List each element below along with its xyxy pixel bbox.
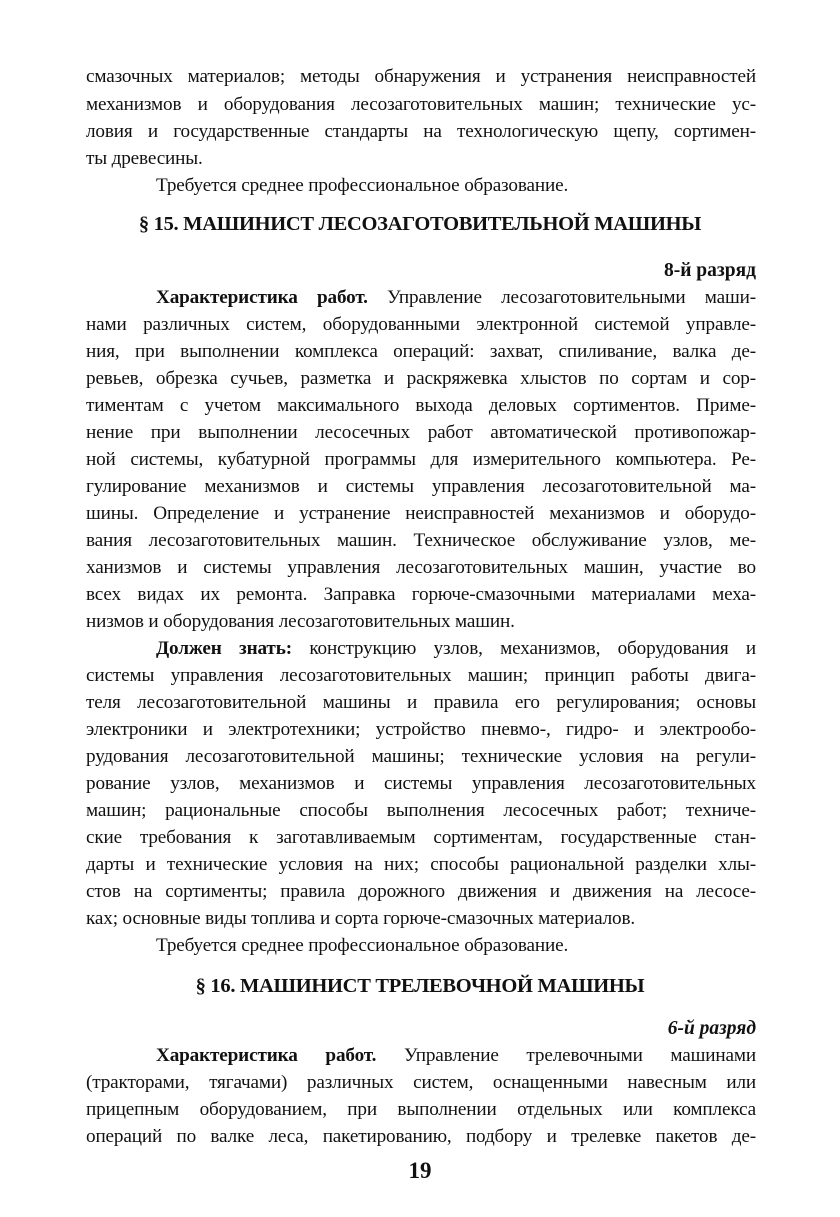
text-line: ной системы, кубатурной программы для измерительного компьютера. Ре- <box>86 449 756 470</box>
text-line: (тракторами, тягачами) различных систем, оснащенными навесным или <box>86 1072 756 1093</box>
text-line: ханизмов и системы управления лесозаготовительных машин, участие во <box>86 557 756 578</box>
text-line: механизмов и оборудования лесозаготовительных машин; технические ус- <box>86 94 756 115</box>
text-line: всех видах их ремонта. Заправка горюче-смазочными материалами меха- <box>86 584 756 605</box>
text-line: смазочных материалов; методы обнаружения и устранения неисправностей <box>86 66 756 87</box>
text-line: теля лесозаготовительной машины и правила его регулирования; основы <box>86 692 756 713</box>
text-line: машин; рациональные способы выполнения лесосечных работ; техниче- <box>86 800 756 821</box>
text-line: рудования лесозаготовительной машины; технические условия на регули- <box>86 746 756 767</box>
characteristics-label: Характеристика работ. <box>156 1045 377 1066</box>
text-line: нами различных систем, оборудованными электронной системой управле- <box>86 314 756 335</box>
characteristics-first-line <box>156 284 756 311</box>
text-line: шины. Определение и устранение неисправностей механизмов и оборудо- <box>86 503 756 524</box>
rank-label: 6-й разряд <box>667 1018 756 1039</box>
text-line: ты древесины. <box>86 148 203 169</box>
characteristics-label: Характеристика работ. <box>156 287 368 308</box>
text-line: системы управления лесозаготовительных машин; принцип работы двига- <box>86 665 756 686</box>
text-line: дарты и технические условия на них; способы рациональной разделки хлы- <box>86 854 756 875</box>
education-requirement: Требуется среднее профессиональное образование. <box>156 175 569 196</box>
text-line: ния, при выполнении комплекса операций: захват, спиливание, валка де- <box>86 341 756 362</box>
text-line: прицепным оборудованием, при выполнении отдельных или комплекса <box>86 1099 756 1120</box>
text-line: стов на сортименты; правила дорожного движения и движения на лесосе- <box>86 881 756 902</box>
characteristics-first-line <box>156 1042 756 1069</box>
text-line: ревьев, обрезка сучьев, разметка и раскряжевка хлыстов по сортам и сор- <box>86 368 756 389</box>
text-line: электроники и электротехники; устройство пневмо-, гидро- и электрообо- <box>86 719 756 740</box>
text-line: ские требования к заготавливаемым сортиментам, государственные стан- <box>86 827 756 848</box>
page-number: 19 <box>408 1158 432 1183</box>
rank-label: 8-й разряд <box>663 260 756 281</box>
knowledge-text: конструкцию узлов, механизмов, оборудования и <box>309 638 756 659</box>
characteristics-text: Управление лесозаготовительными маши- <box>387 287 756 308</box>
text-line: низмов и оборудования лесозаготовительных машин. <box>86 611 515 632</box>
section-heading: § 15. МАШИНИСТ ЛЕСОЗАГОТОВИТЕЛЬНОЙ МАШИНЫ <box>138 213 702 235</box>
text-line: рование узлов, механизмов и системы управления лесозаготовительных <box>86 773 756 794</box>
text-line: нение при выполнении лесосечных работ автоматической противопожар- <box>86 422 756 443</box>
text-line: операций по валке леса, пакетированию, подбору и трелевке пакетов де- <box>86 1126 756 1147</box>
section-heading: § 16. МАШИНИСТ ТРЕЛЕВОЧНОЙ МАШИНЫ <box>195 975 645 997</box>
text-line: гулирование механизмов и системы управления лесозаготовительной ма- <box>86 476 756 497</box>
education-requirement: Требуется среднее профессиональное образование. <box>156 935 569 956</box>
text-line: тиментам с учетом максимального выхода деловых сортиментов. Приме- <box>86 395 756 416</box>
text-line: ках; основные виды топлива и сорта горюче-смазочных материалов. <box>86 908 636 929</box>
text-line: ловия и государственные стандарты на технологическую щепу, сортимен- <box>86 121 756 142</box>
knowledge-first-line <box>156 635 756 662</box>
characteristics-text: Управление трелевочными машинами <box>403 1045 756 1066</box>
text-line: вания лесозаготовительных машин. Техническое обслуживание узлов, ме- <box>86 530 756 551</box>
knowledge-label: Должен знать: <box>156 638 292 659</box>
